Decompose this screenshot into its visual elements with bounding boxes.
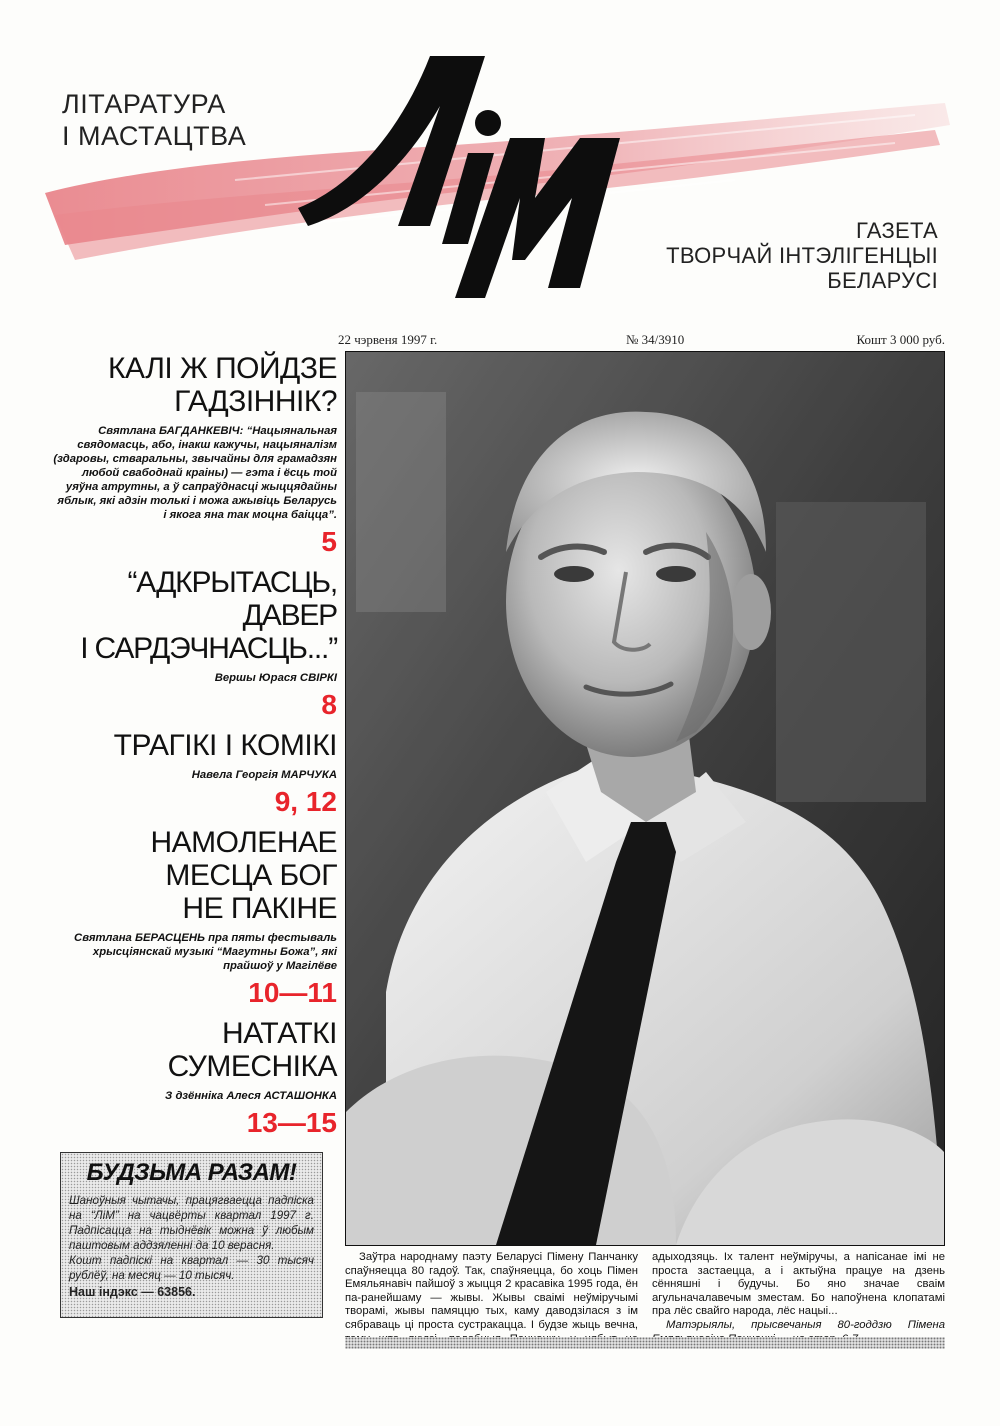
portrait-photo [345, 351, 945, 1246]
page-reference[interactable]: 10—11 [248, 977, 337, 1008]
teaser-1[interactable] [52, 352, 337, 558]
tagline-line-2: ТВОРЧАЙ ІНТЭЛІГЕНЦЫІ [666, 243, 938, 268]
teaser-3[interactable] [52, 729, 337, 818]
tagline [666, 218, 938, 293]
logo-text: ЛіМ [280, 48, 282, 49]
contents-column [52, 352, 337, 1147]
dotted-divider [345, 1337, 945, 1349]
teaser-headline: НАМОЛЕНАЕ МЕСЦА БОГ НЕ ПАКІНЕ [150, 826, 337, 925]
teaser-sub: Святлана БАГДАНКЕВІЧ: “Нацыянальная свядомасць, або, інакш кажучы, нацыяналізм (здаровы, стваральны, звычайны для грамадзян любой свабоднай краіны) — гэта і ёсць той уяўна атрутны, а ў сапраўднасці жыццядайны яблык, які адзін толькі і можа ажывіць Беларусь і якога яна так моцна баіцца”. [53, 425, 337, 521]
caption-note[interactable]: Матэрыялы, прысвечаныя 80-годдзю Пімена [666, 1318, 945, 1331]
subscription-text: Шаноўныя чытачы, працягваецца падпіска на “ЛіМ” на чацвёрты квартал 1997 г. Падпісацца на тыднёвік можна ў любым паштовым аддзяленні да 10 верасня. [69, 1194, 314, 1252]
teaser-sub: Навела Георгія МАРЧУКА [191, 769, 337, 781]
teaser-4[interactable] [52, 826, 337, 1009]
page-reference[interactable]: 5 [321, 526, 337, 557]
issue-date: 22 чэрвеня 1997 г. [338, 332, 438, 347]
issue-price: Кошт 3 000 руб. [856, 332, 945, 347]
teaser-sub: Святлана БЕРАСЦЕНЬ пра пяты фестываль хрысціянскай музыкі “Магутны Божа”, які прайшоў у Магілёве [74, 932, 337, 972]
teaser-headline: НАТАТКІ СУМЕСНІКА [167, 1017, 337, 1083]
subscription-price: Кошт падпіскі на квартал — 30 тысяч рублёў, на месяц — 10 тысяч. [69, 1254, 314, 1282]
teaser-headline: “АДКРЫТАСЦЬ, ДАВЕР І САРДЭЧНАСЦЬ...” [80, 566, 337, 665]
tagline-line-3: БЕЛАРУСІ [827, 268, 938, 293]
caption-text: Заўтра народнаму паэту Беларусі Пімену Панчанку спаўняецца 80 гадоў. Так, спаўняецца, бо хоць Пімен Емяльянавіч пайшоў з жыцця 2 красавіка 1995 года, ён па-ранейшаму — жывы. Жывы сваімі неўміручымі творамі, жывы памяццю тых, каму даводзілася з ім сябраваць ці проста сустракацца. І будзе жыць вечна, адыходзяць. Іх талент неўміручы, а напісанае імі не проста застаецца, а і актыўна працуе на дзень сённяшні і будучы. Бо яно значае сваім агульначалавечым зместам. Бо напоўнена клопатамі пра лёс свайго народа, лёс нацыі... [345, 1251, 945, 1331]
teaser-headline: КАЛІ Ж ПОЙДЗЕ ГАДЗІННІК? [108, 352, 337, 418]
teaser-headline: ТРАГІКІ І КОМІКІ [113, 729, 337, 762]
teaser-sub: З дзённіка Алеся АСТАШОНКА [165, 1090, 337, 1102]
tagline-line-1: ГАЗЕТА [855, 218, 938, 243]
teaser-5[interactable] [52, 1017, 337, 1139]
newspaper-title [62, 88, 246, 152]
subscription-index: Наш індэкс — 63856. [69, 1285, 196, 1299]
issue-number: № 34/3910 [626, 332, 685, 347]
subscription-title: БУДЗЬМА РАЗАМ! [86, 1159, 297, 1186]
page-reference[interactable]: 8 [321, 689, 337, 720]
teaser-2[interactable] [52, 566, 337, 721]
subscription-box [60, 1152, 323, 1318]
title-line-2: І МАСТАЦТВА [62, 121, 247, 151]
lim-logo [280, 48, 660, 310]
page-reference[interactable]: 13—15 [246, 1107, 337, 1138]
title-line-1: ЛІТАРАТУРА [62, 89, 226, 119]
photo-caption [345, 1251, 945, 1346]
teaser-sub: Вершы Юрася СВІРКІ [214, 672, 337, 684]
portrait-illustration [346, 352, 944, 1245]
page-reference[interactable]: 9, 12 [274, 786, 337, 817]
